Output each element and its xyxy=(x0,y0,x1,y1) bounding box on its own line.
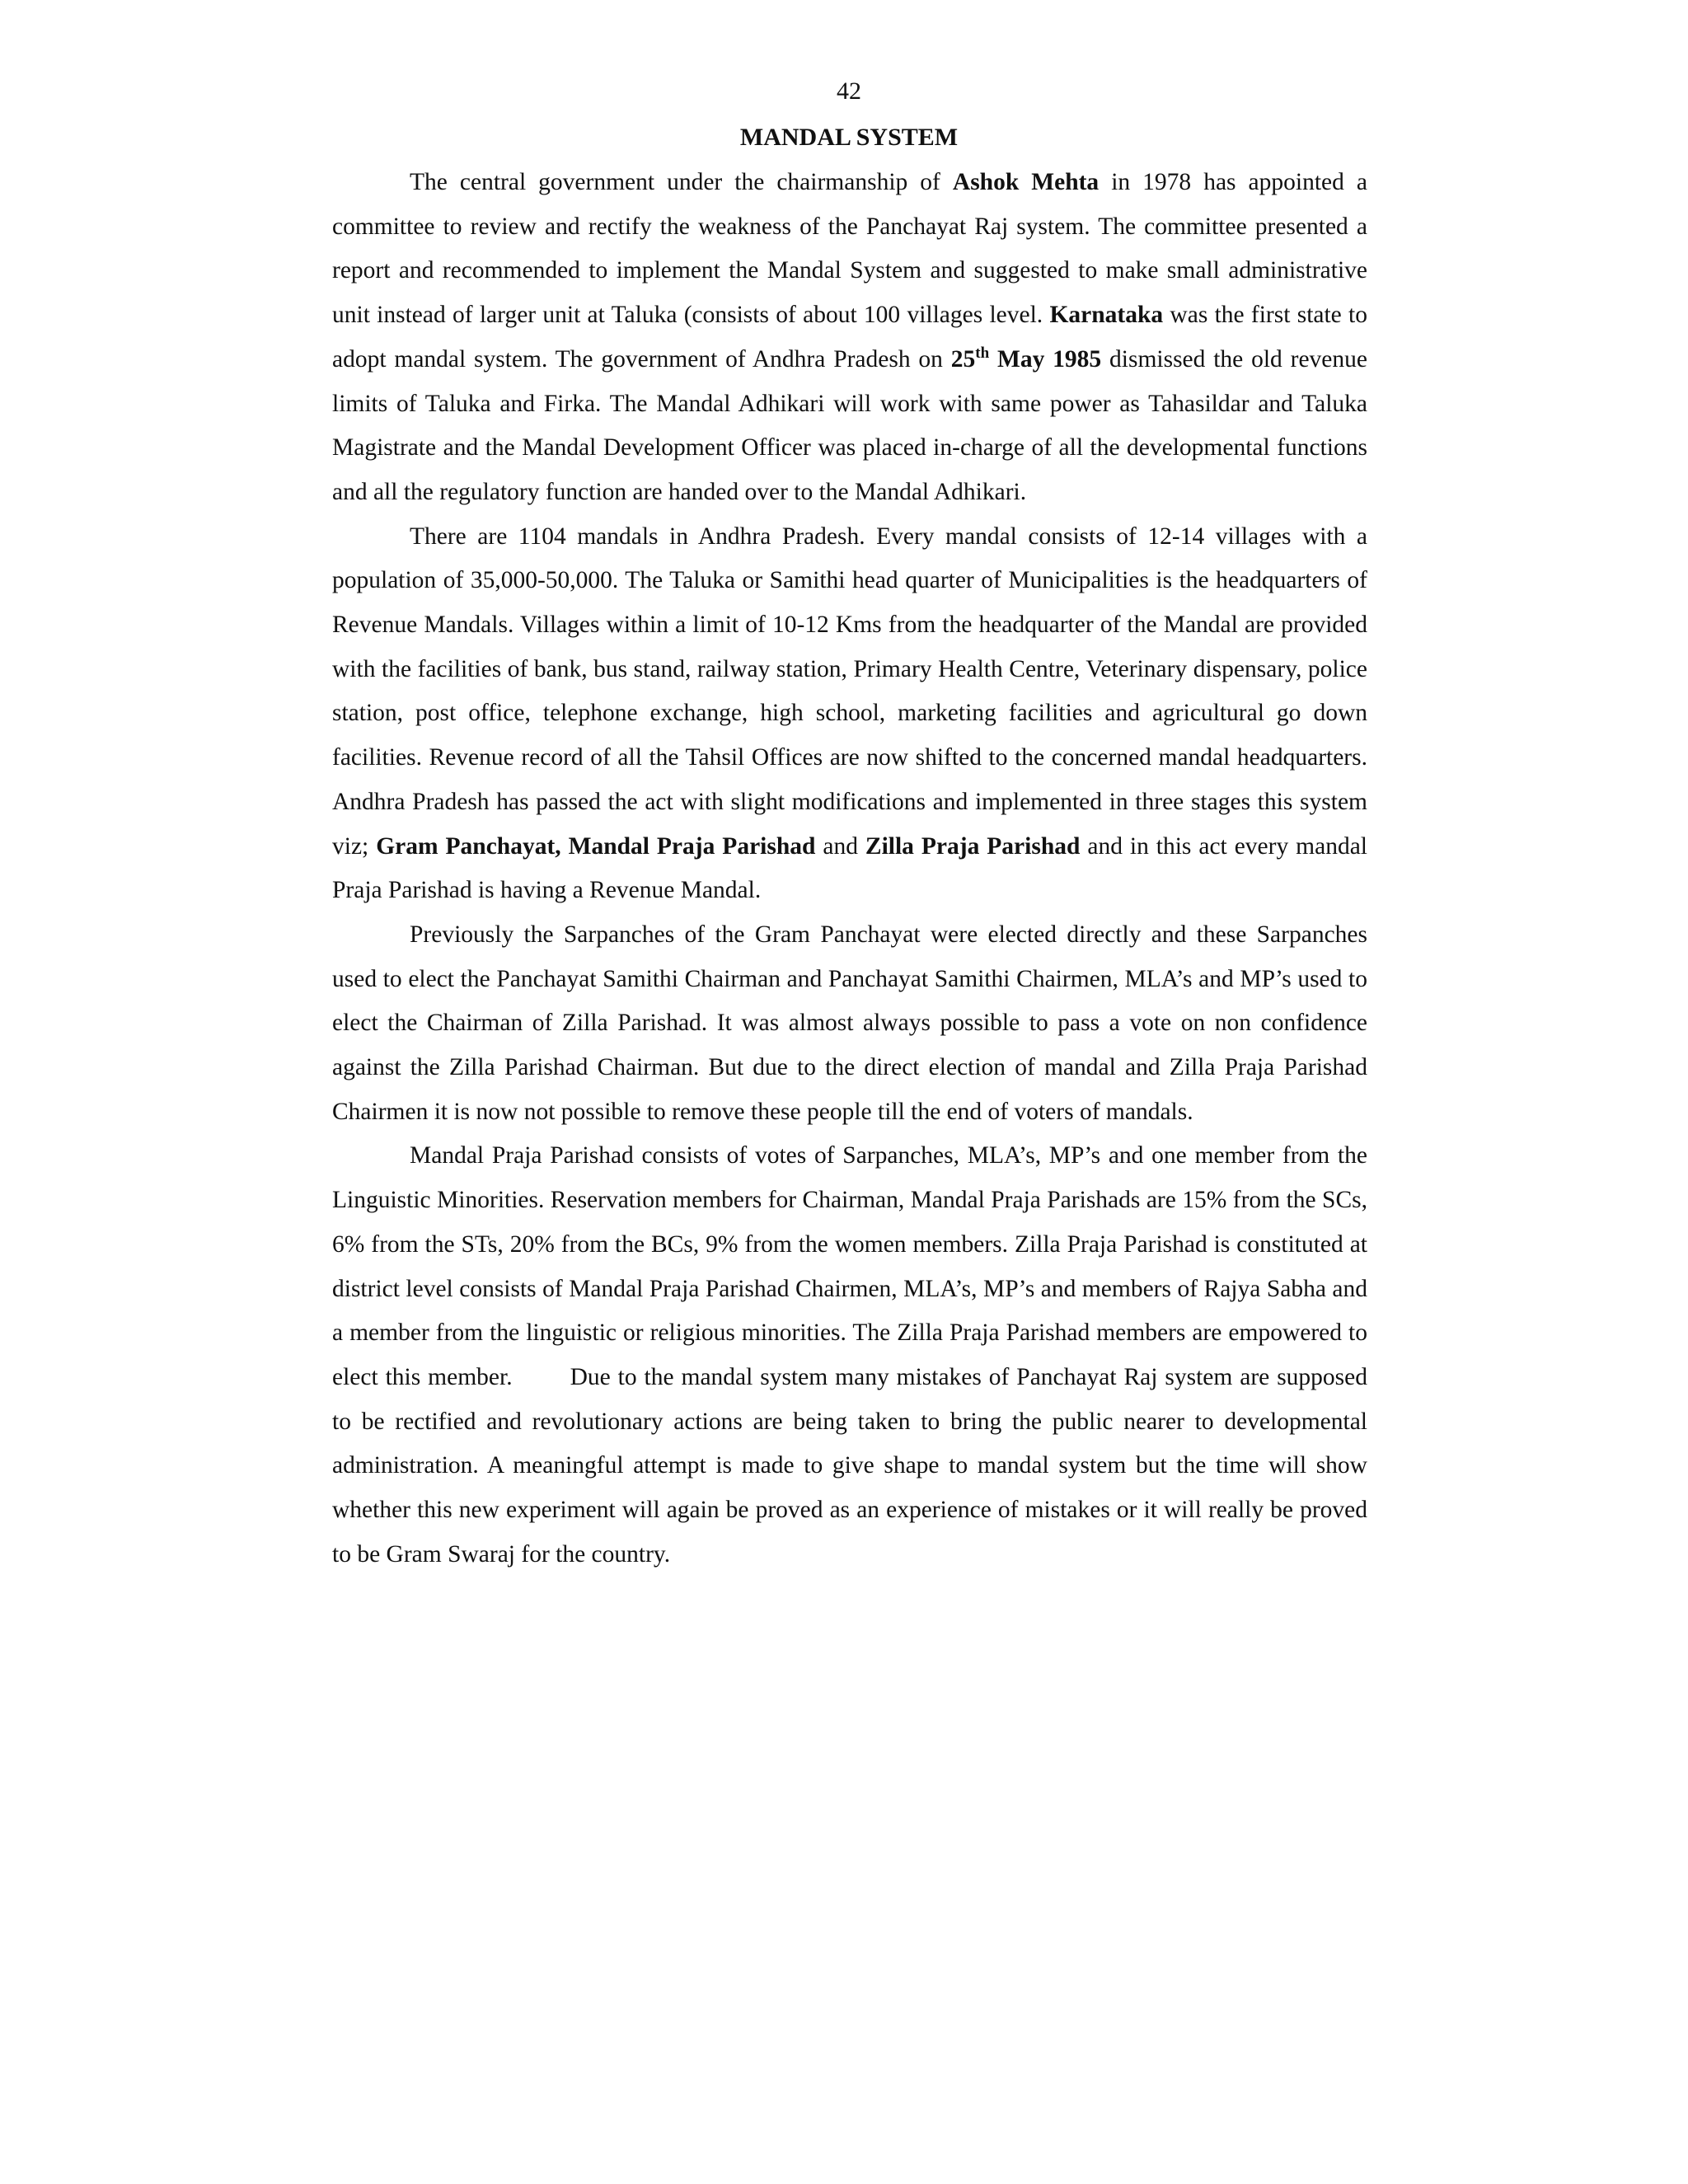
text-run: There are 1104 mandals in Andhra Pradesh. Every mandal consists of 12-14 villages with a population of 35,000-50,000. The Taluka or Samithi head quarter of Municipalities is the headquarters of Revenue Mandals. Villages within a limit of 10-12 Kms from the headquarter of the Mandal are provided with the facilities of bank, bus stand, railway station, Primary Health Centre, Veterinary dispensary, police station, post office, telephone exchange, high school, marketing facilities and agricultural go down facilities. Revenue record of all the Tahsil Offices are now shifted to the concerned mandal headquarters. Andhra Pradesh has passed the act with slight modifications and implemented in three stages this system viz; xyxy=(332,523,1367,860)
document-body xyxy=(332,161,1367,1577)
bold-date-day: 25 xyxy=(950,345,976,373)
bold-state-karnataka: Karnataka xyxy=(1049,302,1164,329)
text-run: in 1978 has appointed a committee to review and rectify the weakness of the Panchayat Raj system. The committee presented a report and recommended to implement the Mandal System and suggested to make small administrative unit instead of larger unit at Taluka (consists of about 100 villages level. xyxy=(332,169,1368,329)
text-run: and xyxy=(815,832,865,860)
bold-name-ashok-mehta: Ashok Mehta xyxy=(952,169,1100,195)
text-run: Due to the mandal system many mistakes of Panchayat Raj system are supposed to be rectified and revolutionary actions are being taken to bring the public nearer to developmental administration. A meaningful attempt is made to give shape to mandal system but the time will show whether this new experiment will again be proved as an experience of mistakes or it will really be proved to be Gram Swaraj for the country. xyxy=(332,1363,1367,1568)
date-ordinal-suffix: th xyxy=(975,344,990,362)
bold-date-month-year: May 1985 xyxy=(989,345,1102,373)
page-number: 42 xyxy=(837,77,861,105)
bold-stage-names: Gram Panchayat, Mandal Praja Parishad xyxy=(376,832,816,860)
paragraph-2 xyxy=(332,515,1367,913)
text-run: The central government under the chairmanship of xyxy=(410,169,953,195)
paragraph-4 xyxy=(332,1134,1367,1577)
page-title: MANDAL SYSTEM xyxy=(739,124,959,151)
paragraph-3 xyxy=(332,913,1367,1135)
text-run: Mandal Praja Parishad consists of votes of Sarpanches, MLA’s, MP’s and one member from the Linguistic Minorities. Reservation members for Chairman, Mandal Praja Parishads are 15% from the SCs, 6% from the STs, 20% from the BCs, 9% from the women members. Zilla Praja Parishad is constituted at district level consists of Mandal Praja Parishad Chairmen, MLA’s, MP’s and members of Rajya Sabha and a member from the linguistic or religious minorities. The Zilla Praja Parishad members are empowered to elect this member. xyxy=(332,1142,1367,1390)
text-run: was the first state to adopt mandal system. The government of Andhra Pradesh on xyxy=(332,302,1367,373)
text-run: and in this act every mandal Praja Parishad is having a Revenue Mandal. xyxy=(332,832,1368,904)
paragraph-1 xyxy=(332,161,1367,515)
text-run: dismissed the old revenue limits of Taluka and Firka. The Mandal Adhikari will work with same power as Tahasildar and Taluka Magistrate and the Mandal Development Officer was placed in-charge of all the developmental functions and all the regulatory function are handed over to the Mandal Adhikari. xyxy=(332,345,1367,505)
text-run: Previously the Sarpanches of the Gram Panchayat were elected directly and these Sarpanches used to elect the Panchayat Samithi Chairman and Panchayat Samithi Chairmen, MLA’s and MP’s used to elect the Chairman of Zilla Parishad. It was almost always possible to pass a vote on non confidence against the Zilla Parishad Chairman. But due to the direct election of mandal and Zilla Praja Parishad Chairmen it is now not possible to remove these people till the end of voters of mandals. xyxy=(332,921,1367,1125)
bold-zilla-praja-parishad: Zilla Praja Parishad xyxy=(865,832,1081,860)
